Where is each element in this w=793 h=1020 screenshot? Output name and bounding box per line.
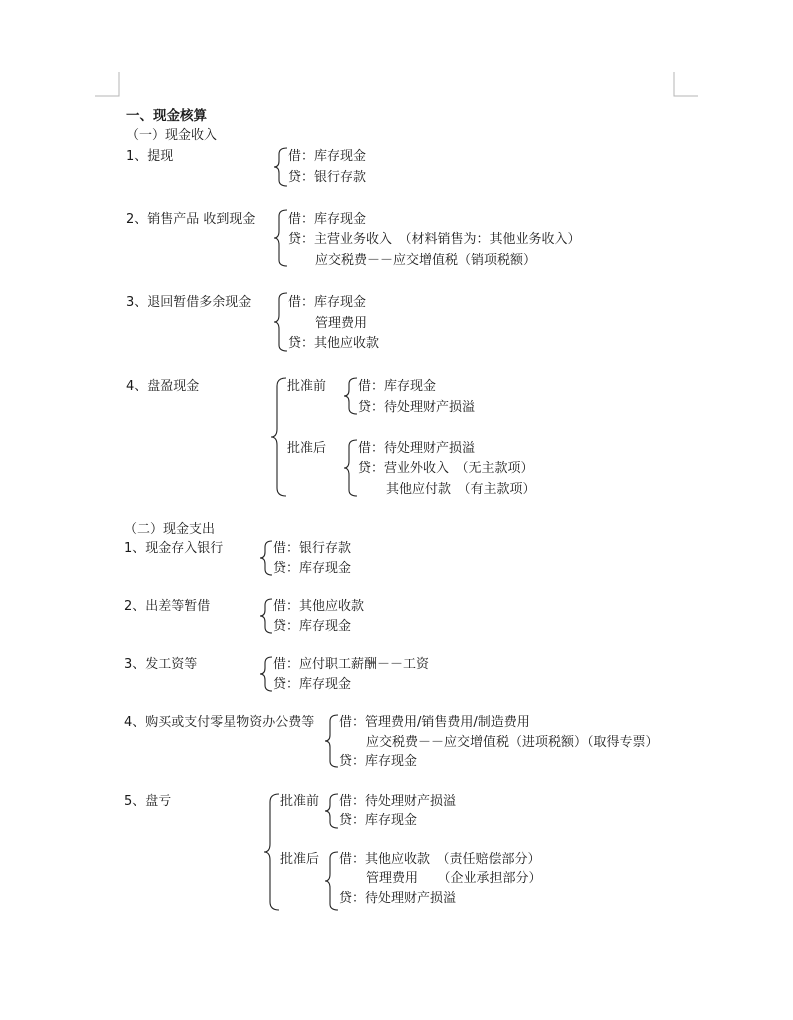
entry-debit-line: 借：待处理财产损溢 <box>358 441 476 456</box>
entry-credit-line: 贷：库存现金 <box>339 813 418 828</box>
entry-debit-line: 借：库存现金 <box>288 212 367 227</box>
entry-label: 4、购买或支付零星物资办公费等 <box>124 715 315 730</box>
entry-credit-line: 贷：营业外收入 （无主款项） <box>358 461 534 476</box>
brace-p2e2 <box>260 599 272 633</box>
entry-credit-line: 贷：银行存款 <box>288 170 367 185</box>
entry-credit-line: 贷：库存现金 <box>273 619 352 634</box>
entry-credit-line: 贷：主营业务收入 （材料销售为：其他业务收入） <box>288 232 581 247</box>
entry-credit-line: 贷：待处理财产损溢 <box>358 400 476 415</box>
brace-p2e1 <box>260 541 272 575</box>
brace-p2e5-after <box>325 852 338 910</box>
entry-label: 3、发工资等 <box>124 657 198 672</box>
entry-credit-line: 贷：待处理财产损溢 <box>339 891 457 906</box>
brace-p1e4-before <box>344 378 357 414</box>
brace-p2e5-outer <box>264 794 279 910</box>
entry-debit-line: 应交税费－－应交增值税（进项税额）（取得专票） <box>366 735 659 750</box>
entry-label: 2、销售产品 收到现金 <box>126 212 256 227</box>
brace-p1e4-outer <box>271 378 286 496</box>
entry-credit-line: 其他应付款 （有主款项） <box>386 482 536 497</box>
entry-debit-line: 借：其他应收款 <box>273 599 365 614</box>
entry-label: 1、提现 <box>126 149 174 164</box>
entry-debit-line: 借：应付职工薪酬－－工资 <box>273 657 430 672</box>
entry-debit-line: 借：其他应收款 （责任赔偿部分） <box>339 852 541 867</box>
stage-label-before: 批准前 <box>280 794 320 809</box>
entry-label: 5、盘亏 <box>124 794 172 809</box>
entry-debit-line: 管理费用 <box>315 316 368 331</box>
brace-p1e3 <box>274 293 287 351</box>
page-title: 一、现金核算 <box>126 108 207 124</box>
entry-credit-line: 贷：库存现金 <box>273 677 352 692</box>
entry-debit-line: 借：管理费用/销售费用/制造费用 <box>339 715 530 730</box>
entry-debit-line: 管理费用 （企业承担部分） <box>366 871 542 886</box>
brace-p2e5-before <box>325 794 338 828</box>
entry-credit-line: 应交税费－－应交增值税（销项税额） <box>315 253 537 268</box>
brace-p2e3 <box>260 657 272 691</box>
entry-label: 1、现金存入银行 <box>124 541 224 556</box>
entry-debit-line: 借：库存现金 <box>358 379 437 394</box>
brace-p2e4 <box>325 715 338 767</box>
entry-credit-line: 贷：库存现金 <box>273 561 352 576</box>
section-heading-income: （一）现金收入 <box>126 128 218 143</box>
entry-debit-line: 借：库存现金 <box>288 149 367 164</box>
stage-label-after: 批准后 <box>287 441 327 456</box>
entry-label: 4、盘盈现金 <box>126 379 200 394</box>
entry-credit-line: 贷：库存现金 <box>339 754 418 769</box>
stage-label-before: 批准前 <box>287 379 327 394</box>
entry-label: 2、出差等暂借 <box>124 599 211 614</box>
entry-label: 3、退回暂借多余现金 <box>126 295 252 310</box>
brace-p1e1 <box>274 148 287 186</box>
section-heading-expense: （二）现金支出 <box>124 522 216 537</box>
entry-debit-line: 借：银行存款 <box>273 541 352 556</box>
brace-p1e4-after <box>344 440 357 496</box>
brace-p1e2 <box>274 210 287 266</box>
entry-credit-line: 贷：其他应收款 <box>288 336 380 351</box>
entry-debit-line: 借：待处理财产损溢 <box>339 794 457 809</box>
entry-debit-line: 借：库存现金 <box>288 295 367 310</box>
stage-label-after: 批准后 <box>280 852 320 867</box>
